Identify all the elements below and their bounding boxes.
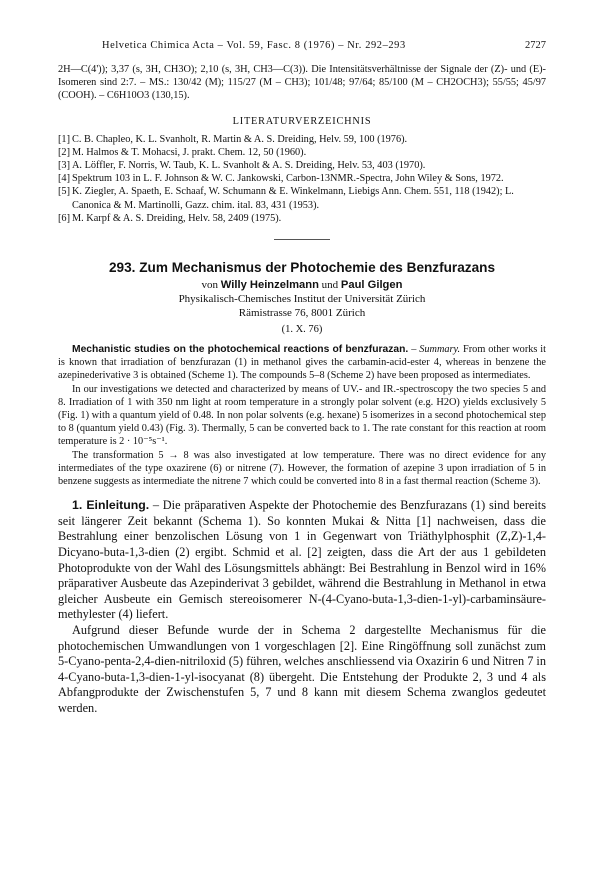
reference-item <box>58 159 546 172</box>
reference-item <box>58 212 546 225</box>
reference-text: C. B. Chapleo, K. L. Svanholt, R. Martin & A. S. Dreiding, Helv. 59, 100 (1976). <box>72 133 408 145</box>
body-paragraph: Aufgrund dieser Befunde wurde der in Schema 2 dargestellte Mechanismus für die photochemischen Umwandlungen von 1 vorgeschlagen [2]. Eine Ringöffnung soll zunächst zum 5-Cyano-penta-2,4-dien-nitriloxid (5) führen, welches anschliessend via Oxazirin 6 und Nitren 7 in 4-Cyano-buta-1,3-dien-1-yl-isocyanat (8) übergeht. Die Entstehung der Produkte 2, 3 und 4 als Abfangprodukte der Zwischenstufen 5, 7 und 8 kann mit diesem Schema zwanglos gedeutet werden. <box>58 623 546 715</box>
byline-von: von <box>201 279 219 292</box>
summary-paragraph: In our investigations we detected and characterized by means of UV.- and IR.-spectroscopy the two species 5 and 8. Irradiation of 1 with 350 nm light at room temperature in a strongly polar solvent (e.g. H2O) yields exclusively 5 (Fig. 1) with a quantum yield of 0.48. In non polar solvents (e.g. hexane) 5 isomerizes in a second photochemical step to 8 (quantum yield 0.43) (Fig. 3). Thermally, 5 can be converted back to 1. The rate constant for this reaction at room temperature is 2 · 10⁻⁵s⁻¹. <box>58 383 546 448</box>
reference-item <box>58 146 546 159</box>
top-paragraph: 2H—C(4')); 3,37 (s, 3H, CH3O); 2,10 (s, 3H, CH3—C(3)). Die Intensitätsverhältnisse der Signale der (Z)- und (E)-Isomeren sind 2:7. – MS.: 130/42 (M); 115/27 (M – CH3); 101/48; 97/64; 85/100 (M – CH2OCH3); 55/55; 45/97 (COOH). – C6H10O3 (130,15). <box>58 64 546 102</box>
address: Rämistrasse 76, 8001 Zürich <box>238 307 366 320</box>
article-body <box>58 498 546 716</box>
summary-paragraph <box>58 343 546 383</box>
reference-text: Spektrum 103 in L. F. Johnson & W. C. Jankowski, Carbon-13NMR.-Spectra, John Wiley & Sons, 1972. <box>72 173 504 185</box>
summary-block <box>58 343 546 488</box>
reference-item <box>58 172 546 185</box>
summary-tag: – Summary. <box>411 344 461 356</box>
reference-text: A. Löffler, F. Norris, W. Taub, K. L. Svanholt & A. S. Dreiding, Helv. 53, 403 (1970). <box>72 160 426 172</box>
reference-text: M. Halmos & T. Mohacsi, J. prakt. Chem. 12, 50 (1960). <box>72 146 307 158</box>
reference-item <box>58 185 546 211</box>
body-paragraph <box>58 498 546 623</box>
section-divider <box>274 239 330 240</box>
reference-number: [6] <box>58 212 71 224</box>
author-name: Paul Gilgen <box>340 279 403 292</box>
reference-list <box>58 133 546 225</box>
references-title: LITERATURVERZEICHNIS <box>232 115 372 127</box>
running-header <box>102 40 546 51</box>
reference-number: [5] <box>58 186 71 198</box>
institute: Physikalisch-Chemisches Institut der Universität Zürich <box>178 293 426 306</box>
author-name: Willy Heinzelmann <box>220 279 319 292</box>
reference-item <box>58 133 546 146</box>
reference-text: K. Ziegler, A. Spaeth, E. Schaaf, W. Schumann & E. Winkelmann, Liebigs Ann. Chem. 551, 118 (1942); L. Canonica & M. Martinolli, Gazz. chim. ital. 83, 431 (1953). <box>72 186 514 211</box>
byline-und: und <box>321 279 339 292</box>
article-title: 293. Zum Mechanismus der Photochemie des Benzfurazans <box>108 260 496 276</box>
journal-title: Helvetica Chimica Acta – Vol. 59, Fasc. 8 (1976) – Nr. 292–293 <box>102 40 406 51</box>
section-heading: 1. Einleitung. <box>72 498 150 513</box>
page-number: 2727 <box>525 40 546 51</box>
author-line <box>58 278 546 292</box>
journal-page <box>58 40 546 717</box>
body-text: – Die präparativen Aspekte der Photochemie des Benzfurazans (1) sind bereits seit längerer Zeit bekannt (Schema 1). So konnten Mukai & Nitta [1] nachweisen, dass die Bestrahlung einer benzolischen Lösung von 1 in Gegenwart von Triäthylphosphit (Z,Z)-1,4-Dicyano-buta-1,3-dien (2) ergibt. Schmid et al. [2] zeigten, dass die Art der aus 1 gebildeten Photoprodukte von der Wahl des Lösungsmittels abhängt: Bei Bestrahlung in Benzol wird in 16% präparativer Ausbeute das Azepinderivat 3 gebildet, während die Bestrahlung in Methanol in etwa gleicher Ausbeute ein Gemisch stereoisomerer N-(4-Cyano-buta-1,3-dien-1-yl)-carbaminsäure-methylester (4) liefert. <box>58 498 546 622</box>
summary-heading: Mechanistic studies on the photochemical reactions of benzfurazan. <box>72 344 409 356</box>
reference-number: [3] <box>58 160 71 172</box>
reference-text: M. Karpf & A. S. Dreiding, Helv. 58, 2409 (1975). <box>72 212 282 224</box>
reference-number: [1] <box>58 133 71 145</box>
reference-number: [4] <box>58 173 71 185</box>
reference-number: [2] <box>58 146 71 158</box>
summary-text: From other works it is known that irradiation of benzfurazan (1) in methanol gives the carbamin-acid-ester 4, whereas in benzene the azepinederivative 3 is obtained (Scheme 1). The compounds 5–8 (Scheme 2) have been proposed as intermediates. <box>58 344 547 382</box>
received-date: (1. X. 76) <box>281 324 323 336</box>
summary-paragraph: The transformation 5 → 8 was also investigated at low temperature. There was no direct evidence for any intermediates of the type oxazirene (6) or nitrene (7). However, the formation of azepine 3 upon irradiation of 5 in benzene suggests as intermediate the nitrene 7 which could be converted into 8 in a fast thermal reaction (Scheme 3). <box>58 449 546 488</box>
